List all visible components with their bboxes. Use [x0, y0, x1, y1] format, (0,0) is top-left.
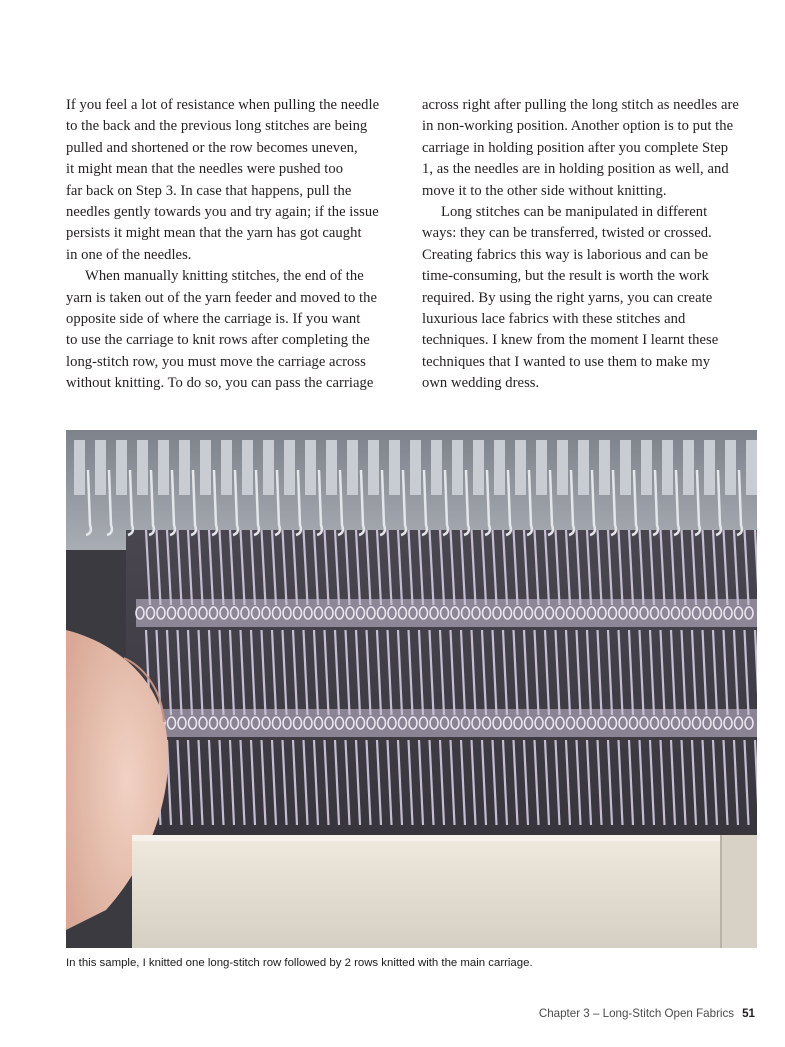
text-line: across right after pulling the long stitch as needles are: [422, 97, 739, 113]
knitted-row: [136, 709, 757, 737]
text-line: opposite side of where the carriage is. If you want: [66, 311, 361, 328]
text-line: carriage in holding position after you complete Step: [422, 139, 729, 156]
figure-caption: In this sample, I knitted one long-stitch row followed by 2 rows knitted with the main carriage.: [66, 957, 533, 969]
needle-tooth: [410, 440, 421, 495]
needle-tooth: [620, 440, 631, 495]
needle-tooth: [263, 440, 274, 495]
needle-tooth: [431, 440, 442, 495]
text-line: If you feel a lot of resistance when pulling the needle: [66, 97, 380, 113]
text-line: to the back and the previous long stitches are being: [66, 118, 368, 135]
text-line: required. By using the right yarns, you can create: [422, 289, 713, 306]
text-line: Long stitches can be manipulated in different: [441, 204, 708, 221]
needle-tooth: [389, 440, 400, 495]
right-text-column: [422, 95, 762, 395]
text-line: in non-working position. Another option is to put the: [422, 118, 734, 135]
text-line: it might mean that the needles were pushed too: [66, 161, 344, 178]
needle-tooth: [116, 440, 127, 495]
needle-tooth: [368, 440, 379, 495]
needle-tooth: [137, 440, 148, 495]
text-line: yarn is taken out of the yarn feeder and moved to the: [66, 289, 378, 306]
needle-tooth: [200, 440, 211, 495]
text-line: techniques that I wanted to use them to make my: [422, 353, 711, 370]
needle-tooth: [242, 440, 253, 495]
text-line: techniques. I knew from the moment I learnt these: [422, 332, 719, 349]
needle-tooth: [599, 440, 610, 495]
text-line: in one of the needles.: [66, 246, 192, 263]
needle-tooth: [347, 440, 358, 495]
chapter-title: Chapter 3 – Long-Stitch Open Fabrics: [538, 1007, 735, 1020]
text-line: without knitting. To do so, you can pass the carriage: [66, 375, 374, 392]
text-line: to use the carriage to knit rows after completing the: [66, 332, 370, 349]
left-paragraph-1: [66, 95, 406, 266]
carriage: [132, 835, 757, 948]
left-text-column: [66, 95, 406, 395]
needle-tooth: [725, 440, 736, 495]
text-line: persists it might mean that the yarn has got caught: [66, 225, 362, 242]
text-line: time-consuming, but the result is worth the work: [422, 268, 709, 285]
needle-tooth: [158, 440, 169, 495]
needle-tooth: [326, 440, 337, 495]
text-line: long-stitch row, you must move the carriage across: [66, 353, 366, 370]
text-line: pulled and shortened or the row becomes uneven,: [66, 139, 358, 156]
text-line: 1, as the needles are in holding position as well, and: [422, 161, 729, 178]
needle-tooth: [578, 440, 589, 495]
needle-tooth: [515, 440, 526, 495]
needle-tooth: [746, 440, 757, 495]
needle-tooth: [704, 440, 715, 495]
text-line: luxurious lace fabrics with these stitches and: [422, 311, 686, 328]
needle-tooth: [683, 440, 694, 495]
text-line: When manually knitting stitches, the end of the: [85, 268, 364, 285]
needle-tooth: [536, 440, 547, 495]
knitting-sample-photo: [66, 430, 757, 948]
knitted-row: [136, 599, 757, 627]
needle-tooth: [473, 440, 484, 495]
needle-tooth: [305, 440, 316, 495]
needle-tooth: [179, 440, 190, 495]
needle-tooth: [284, 440, 295, 495]
text-line: Creating fabrics this way is laborious and can be: [422, 246, 709, 263]
needle-tooth: [221, 440, 232, 495]
needle-tooth: [95, 440, 106, 495]
needle-tooth: [74, 440, 85, 495]
text-line: move it to the other side without knitting.: [422, 182, 667, 199]
needle-tooth: [452, 440, 463, 495]
needle-tooth: [641, 440, 652, 495]
page-footer: [539, 1007, 755, 1020]
needle-tooth: [557, 440, 568, 495]
page-number: 51: [742, 1007, 755, 1020]
right-paragraph-2: [422, 202, 762, 395]
needle-tooth: [494, 440, 505, 495]
text-line: far back on Step 3. In case that happens, pull the: [66, 182, 352, 199]
text-line: needles gently towards you and try again; if the issue: [66, 204, 379, 221]
left-paragraph-2: [66, 266, 406, 394]
needle-tooth: [662, 440, 673, 495]
text-line: own wedding dress.: [422, 375, 540, 392]
right-paragraph-1: [422, 95, 762, 202]
text-line: ways: they can be transferred, twisted or crossed.: [422, 225, 712, 242]
